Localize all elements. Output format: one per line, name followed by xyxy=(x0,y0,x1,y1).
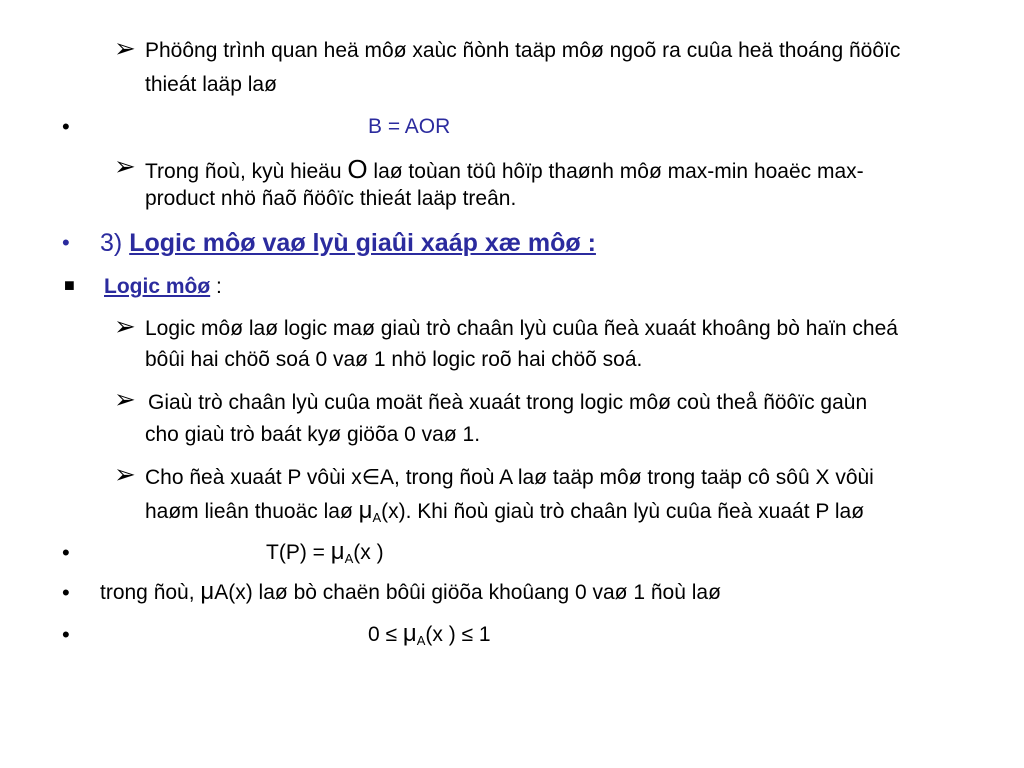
text-line: Giaù trò chaân lyù cuûa moät ñeà xuaát trong logic môø coù theå ñöôïc gaùn xyxy=(148,391,868,414)
text-segment: T(P) = xyxy=(266,541,331,564)
text-line: product nhö ñaõ ñöôïc thieát laäp treân. xyxy=(145,187,517,210)
bullet-dot-icon: • xyxy=(62,540,70,565)
text-segment: (x ) ≤ 1 xyxy=(425,623,491,646)
formula-text: B = AOR xyxy=(368,115,451,138)
operator-symbol: O xyxy=(347,154,368,184)
formula-text xyxy=(266,537,384,574)
subscript: A xyxy=(372,510,382,525)
subheading-colon: : xyxy=(210,275,222,298)
bullet-dot-icon: • xyxy=(62,114,70,139)
text-segment: A(x) laø bò chaën bôûi giöõa khoûang 0 vaø 1 ñoù laø xyxy=(214,581,721,604)
bullet-dot-icon: • xyxy=(62,622,70,647)
text-segment: trong ñoù, xyxy=(100,581,201,604)
text-segment: (x ) xyxy=(353,541,384,564)
text-line xyxy=(145,496,864,533)
arrow-bullet-icon: ➢ xyxy=(114,384,136,414)
section-heading xyxy=(100,226,596,260)
text-segment: laø toùan töû hôïp thaønh môø max-min hoaëc max- xyxy=(367,160,864,183)
arrow-bullet-icon: ➢ xyxy=(114,311,136,341)
subscript: A xyxy=(344,551,354,566)
subheading xyxy=(104,272,222,302)
bullet-dot-icon: • xyxy=(62,230,70,255)
formula-text xyxy=(368,619,491,656)
arrow-bullet-icon: ➢ xyxy=(114,151,136,181)
text-line xyxy=(145,154,864,187)
text-line: bôûi hai chöõ soá 0 vaø 1 nhö logic roõ hai chöõ soá. xyxy=(145,348,643,371)
mu-symbol: μ xyxy=(402,620,417,647)
mu-symbol: μ xyxy=(330,538,345,565)
heading-title: Logic môø vaø lyù giaûi xaáp xæ môø : xyxy=(129,229,596,257)
square-bullet-icon: ■ xyxy=(64,275,75,295)
text-segment: haøm lieân thuoäc laø xyxy=(145,500,359,523)
arrow-bullet-icon: ➢ xyxy=(114,33,136,63)
text-line: Logic môø laø logic maø giaù trò chaân lyù cuûa ñeà xuaát khoâng bò haïn cheá xyxy=(145,317,898,340)
heading-number: 3) xyxy=(100,229,130,257)
bullet-dot-icon: • xyxy=(62,580,70,605)
arrow-bullet-icon: ➢ xyxy=(114,459,136,489)
text-line: thieát laäp laø xyxy=(145,73,277,96)
text-segment: Trong ñoù, kyù hieäu xyxy=(145,160,348,183)
mu-symbol: μ xyxy=(200,578,215,605)
text-line xyxy=(100,577,721,608)
subheading-label: Logic môø xyxy=(104,275,211,298)
text-segment: 0 ≤ xyxy=(368,623,403,646)
text-segment: (x). Khi ñoù giaù trò chaân lyù cuûa ñeà xuaát P laø xyxy=(381,500,865,523)
mu-symbol: μ xyxy=(358,497,373,524)
text-line: Cho ñeà xuaát P vôùi x∈A, trong ñoù A laø taäp môø trong taäp cô sôû X vôùi xyxy=(145,466,874,489)
subscript: A xyxy=(416,633,426,648)
text-line: cho giaù trò baát kyø giöõa 0 vaø 1. xyxy=(145,423,481,446)
text-line: Phöông trình quan heä môø xaùc ñònh taäp môø ngoõ ra cuûa heä thoáng ñöôïc xyxy=(145,39,901,62)
